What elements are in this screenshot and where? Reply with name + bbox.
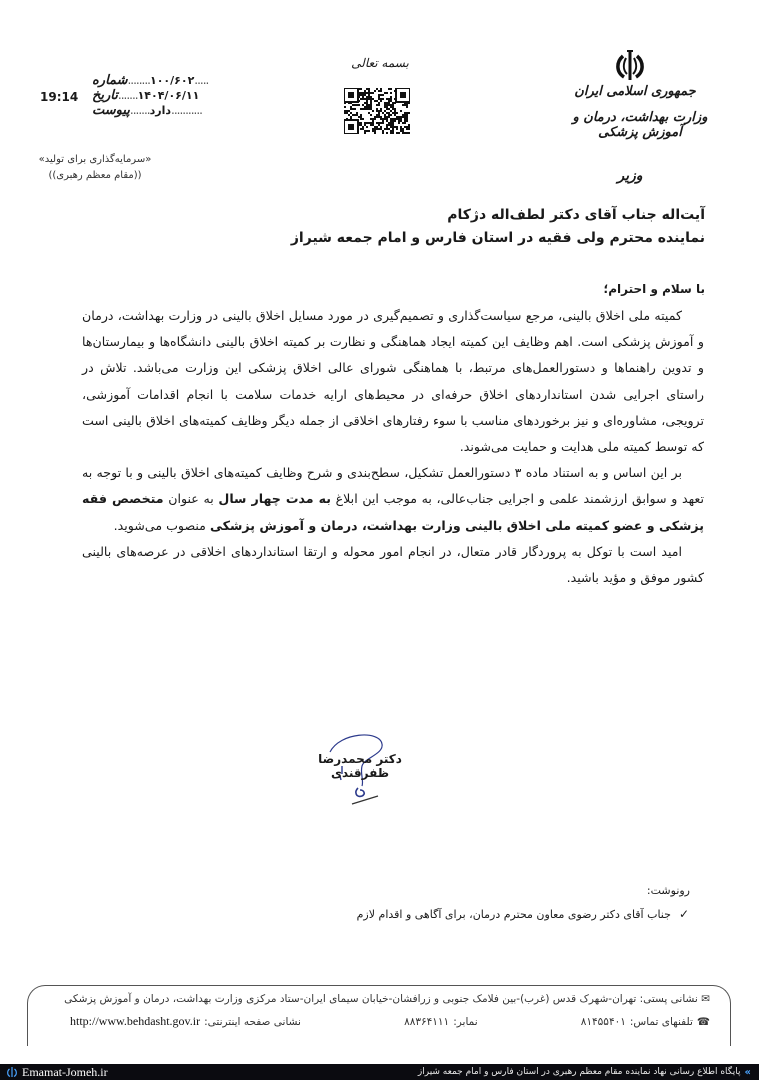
meta-time: 19:14 [40,90,79,104]
letter-body [82,303,704,591]
chevron-right-icon: » [744,1066,751,1078]
slogan-line2: ((مقام معظم رهبری)) [48,170,142,181]
footer-address [64,993,710,1005]
meta-number-label: شماره [92,73,128,88]
check-icon: ✓ [678,907,689,921]
cc-item [357,907,689,921]
site-caption [418,1067,759,1078]
greeting: با سلام و احترام؛ [603,282,705,296]
p2-text-a: بر این اساس و به استناد ماده ۳ دستورالعمل تشکیل، سطح‌بندی و شرح وظایف کمیته‌های اخلاق بالینی و با توجه به تعهد و سوابق ارزشمند علمی و اجرایی جناب‌عالی، به موجب این ابلاغ [82,465,704,507]
letterhead-office: وزیر [617,168,643,184]
phone-label: تلفنهای تماس: [629,1015,693,1028]
footer-fax [404,1014,478,1029]
slogan [30,152,160,184]
p2-text-e: منصوب می‌شوید. [113,517,206,533]
footer-web [70,1014,301,1029]
cc-title: رونوشت: [646,884,690,897]
site-name: Emamat-Jomeh.ir [22,1064,108,1079]
qr-code-icon [344,88,410,134]
phone-icon: ☎ [696,1015,710,1028]
p2-position: متخصص فقه پزشکی و عضو کمیته ملی اخلاق بالینی وزارت بهداشت، درمان و آموزش پزشکی [82,491,704,533]
body-paragraph-1: کمیته ملی اخلاق بالینی، مرجع سیاست‌گذاری و تصمیم‌گیری در مورد مسایل اخلاق بالینی در وزارت بهداشت، درمان و آموزش پزشکی است. اهم وظایف این کمیته ایجاد هماهنگی و نظارت بر کمیته اخلاق بالینی دانشگاه‌ها و بیمارستان‌ها و تدوین راهنماها و دستورالعمل‌های مرتبط، با هماهنگی شورای عالی اخلاق پزشکی این وزارت می‌باشد. تلاش در راستای اجرایی شدن استانداردهای اخلاق حرفه‌ای در محیط‌های ارایه خدمات سلامت با انجام اقدامات آموزشی، ترویجی، مشاوره‌ای و نیز برخوردهای مناسب با سوء رفتارهای اخلاقی از جمله دیگر وظایف کمیته‌های اخلاق بالینی است که توسط کمیته ملی هدایت و حمایت می‌شوند. [82,308,704,455]
footer-contact-box [27,985,731,1046]
cc-item-text: جناب آقای دکتر رضوی معاون محترم درمان، برای آگاهی و اقدام لازم [356,907,671,921]
body-paragraph-3: امید است با توکل به پروردگار قادر متعال، در انجام امور محوله و ارتقا استانداردهای اخلاقی در عرصه‌های بالینی کشور موفق و مؤید باشید. [82,543,704,586]
p2-text-c: به عنوان [168,491,214,507]
letterhead-ministry: وزارت بهداشت، درمان و آموزش پزشکی [572,110,708,140]
meta-attachment-value: دارد [149,104,172,117]
meta-number: شماره ........ ۱۰۰/۶۰۲ ..... [92,73,209,88]
iran-emblem-icon [610,46,650,86]
mail-icon: ✉ [701,993,710,1005]
phone-value: ۸۱۴۵۵۴۰۱ [580,1015,626,1028]
footer-contacts [70,1014,710,1029]
signatory-name: دکتر محمدرضا ظفرقندی [318,752,402,780]
meta-date-label: تاریخ [92,88,118,103]
meta-attachment: پیوست ....... دارد ........... [92,103,202,118]
site-brand[interactable] [0,1065,108,1080]
meta-number-value: ۱۰۰/۶۰۲ [149,74,195,87]
letterhead-republic: جمهوری اسلامی ایران [574,84,696,99]
site-logo-icon [6,1066,18,1078]
p2-duration: به مدت چهار سال [218,491,331,507]
slogan-line1: «سرمایه‌گذاری برای تولید» [38,154,152,165]
bismillah: بسمه تعالی [351,56,409,70]
fax-label: نمابر: [453,1015,478,1028]
footer-address-text: نشانی پستی: تهران-شهرک قدس (غرب)-بین فلامک جنوبی و زرافشان-خیابان سیمای ایران-ستاد مرکزی وزارت بهداشت، درمان و آموزش پزشکی [64,993,698,1005]
meta-date: تاریخ ....... ۱۴۰۴/۰۶/۱۱ [92,88,200,103]
letter-meta [90,73,209,118]
web-link[interactable]: http://www.behdasht.gov.ir [70,1014,201,1028]
meta-date-value: ۱۴۰۴/۰۶/۱۱ [137,89,200,102]
addressee-title: نماینده محترم ولی فقیه در استان فارس و امام جمعه شیراز [290,230,705,246]
web-label: نشانی صفحه اینترنتی: [204,1015,301,1028]
site-banner [0,1064,759,1080]
footer-phone [581,1014,710,1029]
meta-attachment-label: پیوست [92,103,130,118]
site-caption-text: پایگاه اطلاع رسانی نهاد نماینده مقام معظم رهبری در استان فارس و امام جمعه شیراز [417,1067,741,1077]
body-paragraph-2 [82,460,704,539]
fax-value: ۸۸۳۶۴۱۱۱ [404,1015,450,1028]
addressee-name: آیت‌اله جناب آقای دکتر لطف‌اله دژکام [447,207,705,223]
